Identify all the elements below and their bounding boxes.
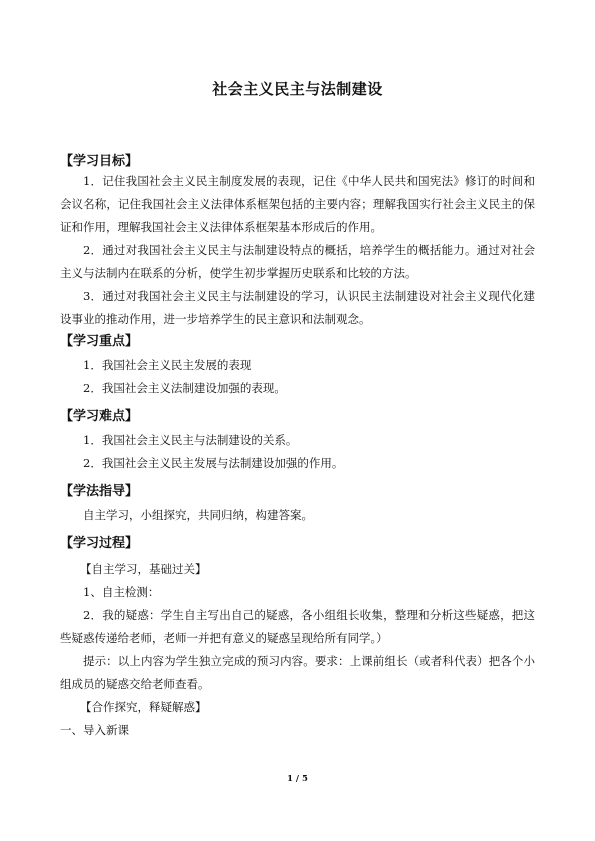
difficulties-heading: 【学习难点】 — [60, 409, 139, 424]
objective-item-3: 3．通过对我国社会主义民主与法制建设的学习，认识民主法制建设对社会主义现代化建设事业的推动作用，进一步培养学生的民主意识和法制观念。 — [60, 289, 535, 326]
key-point-item-2: 2．我国社会主义法制建设加强的表现。 — [83, 381, 286, 395]
key-points-heading: 【学习重点】 — [60, 334, 139, 349]
objectives-heading: 【学习目标】 — [60, 154, 139, 169]
hint-paragraph: 提示：以上内容为学生独立完成的预习内容。要求：上课前组长（或者科代表）把各个小组成员的疑惑交给老师查看。 — [60, 654, 535, 691]
page-number: 1 / 5 — [287, 774, 308, 784]
key-point-item-1: 1．我国社会主义民主发展的表现 — [83, 358, 252, 372]
process-heading: 【学习过程】 — [60, 536, 139, 551]
doubts-paragraph: 2．我的疑惑：学生自主写出自己的疑惑，各小组组长收集，整理和分析这些疑惑，把这些疑惑传递给老师，老师一并把有意义的疑惑呈现给所有同学。） — [60, 608, 535, 645]
method-text: 自主学习，小组探究，共同归纳，构建答案。 — [83, 508, 313, 522]
self-study-label: 【自主学习，基础过关】 — [80, 562, 207, 576]
objective-item-1: 1．记住我国社会主义民主制度发展的表现，记住《中华人民共和国宪法》修订的时间和会议名称，记住我国社会主义法律体系框架包括的主要内容；理解我国实行社会主义民主的保证和作用，理解我国社会主义法律体系框架基本形成后的作用。 — [60, 174, 535, 234]
cooperation-label: 【合作探究，释疑解惑】 — [80, 700, 207, 714]
self-check-label: 1、自主检测： — [83, 585, 160, 599]
difficulty-item-1: 1．我国社会主义民主与法制建设的关系。 — [83, 433, 298, 447]
document-title: 社会主义民主与法制建设 — [212, 80, 383, 98]
intro-section-label: 一、导入新课 — [60, 723, 129, 737]
objective-item-2: 2．通过对我国社会主义民主与法制建设特点的概括，培养学生的概括能力。通过对社会主义与法制内在联系的分析，使学生初步掌握历史联系和比较的方法。 — [60, 243, 535, 280]
method-heading: 【学法指导】 — [60, 484, 139, 499]
difficulty-item-2: 2．我国社会主义民主发展与法制建设加强的作用。 — [83, 456, 344, 470]
